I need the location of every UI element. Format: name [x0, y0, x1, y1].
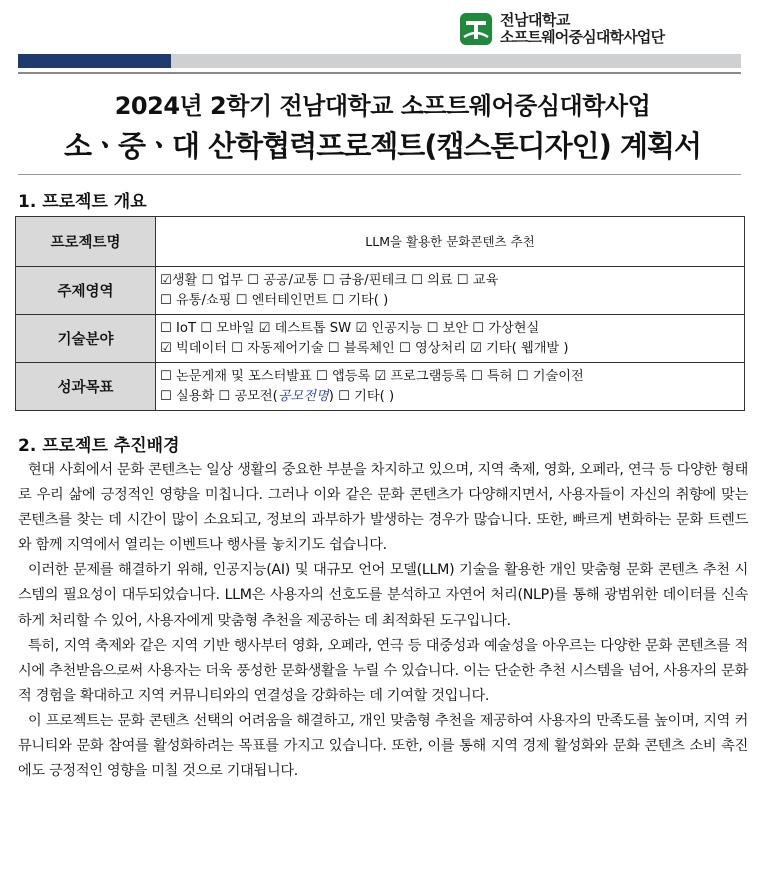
- header-divider: [18, 72, 741, 74]
- project-name-label: 프로젝트명: [16, 217, 156, 267]
- goal-line2-end: ) ☐ 기타( ): [328, 388, 395, 404]
- header-bar-accent: [18, 54, 171, 68]
- table-row: [16, 267, 745, 315]
- tech-field-options: [156, 315, 745, 363]
- subject-options-line1: ☑생활 ☐ 업무 ☐ 공공/교통 ☐ 금융/핀테크 ☐ 의료 ☐ 교육: [160, 272, 499, 288]
- paragraph: 이러한 문제를 해결하기 위해, 인공지능(AI) 및 대규모 언어 모델(LLM) 기술을 활용한 개인 맞춤형 문화 콘텐츠 추천 시스템의 필요성이 대두되었습니다. LLM은 사용자의 선호도를 분석하고 자연어 처리(NLP)를 통해 광범위한 데이터를 신속하게 처리할 수 있어, 사용자에게 맞춤형 추천을 제공하는 데 최적화된 도구입니다.: [18, 562, 748, 629]
- tech-field-label: 기술분야: [16, 315, 156, 363]
- subject-options-line2: ☐ 유통/쇼핑 ☐ 엔터테인먼트 ☐ 기타( ): [160, 292, 389, 308]
- goal-label: 성과목표: [16, 363, 156, 411]
- subject-area-label: 주제영역: [16, 267, 156, 315]
- subject-area-options: [156, 267, 745, 315]
- paragraph: 특히, 지역 축제와 같은 지역 기반 행사부터 영화, 오페라, 연극 등 대중성과 예술성을 아우르는 다양한 문화 콘텐츠를 적시에 추천받음으로써 사용자는 더욱 풍성한 문화생활을 누릴 수 있습니다. 이는 단순한 추천 시스템을 넘어, 사용자의 문화적 경험을 확대하고 지역 커뮤니티와의 연결성을 강화하는 데 기여할 것입니다.: [18, 637, 748, 704]
- section1-heading: 1. 프로젝트 개요: [18, 192, 147, 212]
- emblem-icon: [458, 11, 494, 47]
- goal-options-line2: [160, 387, 740, 407]
- paragraph: 현대 사회에서 문화 콘텐츠는 일상 생활의 중요한 부분을 차지하고 있으며, 지역 축제, 영화, 오페라, 연극 등 다양한 형태로 우리 삶에 긍정적인 영향을 미칩니다. 그러나 이와 같은 문화 콘텐츠가 다양해지면서, 사용자들이 자신의 취향에 맞는 콘텐츠를 찾는 데 시간이 많이 소요되고, 정보의 과부하가 발생하는 경우가 많습니다. 또한, 빠르게 변화하는 문화 트렌드와 함께 지역에서 열리는 이벤트나 행사를 놓치기도 쉽습니다.: [18, 462, 748, 554]
- document-title-line1: 2024년 2학기 전남대학교 소프트웨어중심대학사업: [114, 92, 651, 120]
- project-overview-table: [15, 216, 745, 411]
- tech-options-line1: ☐ IoT ☐ 모바일 ☑ 데스트톱 SW ☑ 인공지능 ☐ 보안 ☐ 가상현실: [160, 320, 540, 336]
- university-logo: [458, 9, 664, 49]
- goal-line2-start: ☐ 실용화 ☐ 공모전(: [160, 388, 278, 404]
- table-row: [16, 217, 745, 267]
- document-title-line2: 소ㆍ중ㆍ대 산학협력프로젝트(캡스톤디자인) 계획서: [63, 129, 701, 163]
- title-divider: [18, 174, 741, 175]
- goal-options: [156, 363, 745, 411]
- table-row: [16, 363, 745, 411]
- tech-options-line2: ☑ 빅데이터 ☐ 자동제어기술 ☐ 블록체인 ☐ 영상처리 ☑ 기타( 웹개발 ): [160, 340, 569, 356]
- project-name-value: LLM을 활용한 문화콘텐츠 추천: [156, 217, 745, 267]
- logo-university-name: 전남대학교: [500, 11, 570, 29]
- goal-options-line1: ☐ 논문게재 및 포스터발표 ☐ 앱등록 ☑ 프로그램등록 ☐ 특허 ☐ 기술이전: [160, 368, 584, 384]
- background-text: [18, 458, 748, 784]
- section2-heading: 2. 프로젝트 추진배경: [18, 436, 180, 456]
- contest-name-placeholder: 공모전명: [277, 388, 329, 404]
- table-row: [16, 315, 745, 363]
- logo-program-name: 소프트웨어중심대학사업단: [500, 28, 665, 46]
- paragraph: 이 프로젝트는 문화 콘텐츠 선택의 어려움을 해결하고, 개인 맞춤형 추천을 제공하여 사용자의 만족도를 높이며, 지역 커뮤니티와 문화 참여를 활성화하려는 목표를 가지고 있습니다. 또한, 이를 통해 지역 경제 활성화와 문화 콘텐츠 소비 촉진에도 긍정적인 영향을 미칠 것으로 기대됩니다.: [18, 712, 748, 780]
